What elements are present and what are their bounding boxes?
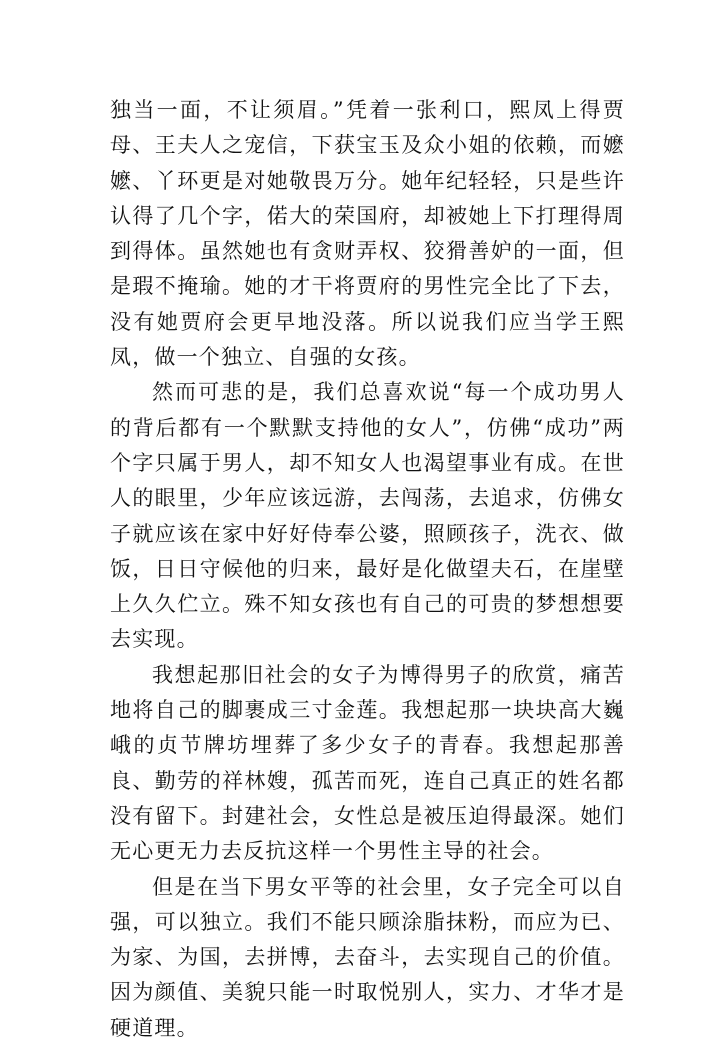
document-body (110, 93, 625, 1046)
paragraph-1: 独当一面，不让须眉。”凭着一张利口，熙凤上得贾母、王夫人之宠信，下获宝玉及众小姐的依赖，而嬷嬷、丫环更是对她敬畏万分。她年纪轻轻，只是些许认得了几个字，偌大的荣国府，却被她上下打理得周到得体。虽然她也有贪财弄权、狡猾善妒的一面，但是瑕不掩瑜。她的才干将贾府的男性完全比了下去，没有她贾府会更早地没落。所以说我们应当学王熙凤，做一个独立、自强的女孩。 (110, 98, 625, 370)
paragraph-4: 但是在当下男女平等的社会里，女子完全可以自强，可以独立。我们不能只顾涂脂抹粉，而应为已、为家、为国，去拼博，去奋斗，去实现自己的价值。因为颜值、美貌只能一时取悦别人，实力、才华才是硬道理。 (110, 874, 625, 1040)
paragraph-3: 我想起那旧社会的女子为博得男子的欣赏，痛苦地将自己的脚裹成三寸金莲。我想起那一块块高大巍峨的贞节牌坊埋葬了多少女子的青春。我想起那善良、勤劳的祥林嫂，孤苦而死，连自己真正的姓名都没有留下。封建社会，女性总是被压迫得最深。她们无心更无力去反抗这样一个男性主导的社会。 (110, 662, 625, 864)
paragraph-2: 然而可悲的是，我们总喜欢说“每一个成功男人的背后都有一个默默支持他的女人”，仿佛“成功”两个字只属于男人，却不知女人也渴望事业有成。在世人的眼里，少年应该远游，去闯荡，去追求，仿佛女子就应该在家中好好侍奉公婆，照顾孩子，洗衣、做饭，日日守候他的归来，最好是化做望夫石，在崖壁上久久伫立。殊不知女孩也有自己的可贵的梦想想要去实现。 (110, 380, 625, 652)
